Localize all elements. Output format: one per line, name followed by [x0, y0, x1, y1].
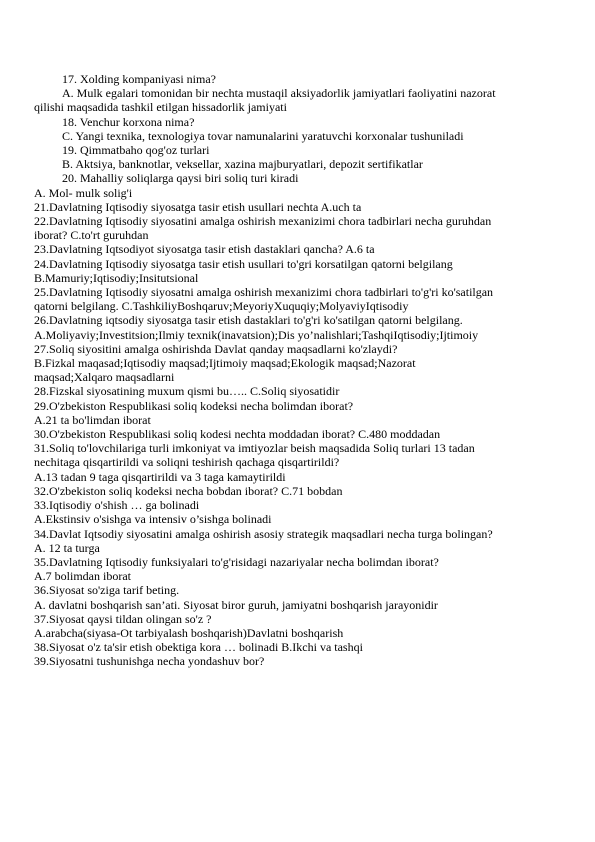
answer-36: A. davlatni boshqarish san’ati. Siyosat biror guruh, jamiyatni boshqarish jarayonidir — [34, 597, 438, 612]
question-25-line-1: 25.Davlatning Iqtisodiy siyosatni amalga oshirish mexanizimi chora tadbirlari to'g'ri ko'satilgan — [34, 285, 494, 300]
question-34: 34.Davlat Iqtsodiy siyosatini amalga oshirish asosiy strategik maqsadlari necha turga bolingan? — [34, 526, 493, 541]
question-18: 18. Venchur korxona nima? — [62, 114, 195, 129]
question-33: 33.Iqtisodiy o'shish … ga bolinadi — [34, 498, 200, 513]
question-23: 23.Davlatning Iqtsodiyot siyosatga tasir etish dastaklari qancha? A.6 ta — [34, 242, 375, 257]
answer-20: A. Mol- mulk solig'i — [34, 185, 133, 200]
answer-29: A.21 ta bo'limdan iborat — [34, 412, 151, 427]
question-35: 35.Davlatning Iqtisodiy funksiyalari to'g'risidagi nazariyalar necha bolimdan iborat? — [34, 554, 439, 569]
question-32: 32.O'zbekiston soliq kodeksi necha bobdan iborat? C.71 bobdan — [34, 483, 343, 498]
answer-33: A.Ekstinsiv o'sishga va intensiv o’sishga bolinadi — [34, 512, 272, 527]
answer-26: A.Moliyaviy;Investitsion;Ilmiy texnik(inavatsion);Dis yo’nalishlari;TashqiIqtisodiy;Ijtimoiy — [34, 327, 479, 342]
answer-24: B.Mamuriy;Iqtisodiy;Insitutsional — [34, 270, 199, 285]
question-31-line-1: 31.Soliq to'lovchilariga turli imkoniyat va imtiyozlar beish maqsadida Soliq turlari 13 tadan — [34, 441, 475, 456]
question-27: 27.Soliq siyositini amalga oshirishda Davlat qanday maqsadlarni ko'zlaydi? — [34, 341, 398, 356]
question-37: 37.Siyosat qaysi tildan olingan so'z ? — [34, 611, 212, 626]
question-25-line-2: qatorni belgilang. C.TashkiliyBoshqaruv;MeyoriyXuquqiy;MolyaviyIqtisodiy — [34, 299, 409, 314]
question-21: 21.Davlatning Iqtisodiy siyosatga tasir etish usullari nechta A.uch ta — [34, 199, 362, 214]
answer-17-line-1: A. Mulk egalari tomonidan bir nechta mustaqil aksiyadorlik jamiyatlari faoliyatini nazorat — [62, 86, 496, 101]
question-20: 20. Mahalliy soliqlarga qaysi biri soliq turi kiradi — [62, 171, 299, 186]
answer-31: A.13 tadan 9 taga qisqartirildi va 3 taga kamaytirildi — [34, 469, 286, 484]
question-26: 26.Davlatning iqtsodiy siyosatga tasir etish dastaklari to'g'ri ko'satilgan qatorni belgilang. — [34, 313, 463, 328]
answer-34: A. 12 ta turga — [34, 540, 100, 555]
question-29: 29.O'zbekiston Respublikasi soliq kodeksi necha bolimdan iborat? — [34, 398, 354, 413]
question-22-line-1: 22.Davlatning Iqtisodiy siyosatini amalga oshirish mexanizimi chora tadbirlari necha guruhdan — [34, 214, 492, 229]
answer-35: A.7 bolimdan iborat — [34, 569, 131, 584]
question-28: 28.Fizskal siyosatining muxum qismi bu….. C.Soliq siyosatidir — [34, 384, 340, 399]
question-38: 38.Siyosat o'z ta'sir etish obektiga kora … bolinadi B.Ikchi va tashqi — [34, 640, 363, 655]
question-30: 30.O'zbekiston Respublikasi soliq kodesi nechta moddadan iborat? C.480 moddadan — [34, 427, 441, 442]
question-17: 17. Xolding kompaniyasi nima? — [62, 72, 216, 86]
answer-27-line-2: maqsad;Xalqaro maqsadlarni — [34, 370, 175, 385]
question-22-line-2: iborat? C.to'rt guruhdan — [34, 228, 149, 243]
question-39: 39.Siyosatni tushunishga necha yondashuv bor? — [34, 654, 265, 669]
question-36: 36.Siyosat so'ziga tarif beting. — [34, 583, 180, 598]
answer-37: A.arabcha(siyasa-Ot tarbiyalash boshqarish)Davlatni boshqarish — [34, 625, 344, 640]
question-24: 24.Davlatning Iqtisodiy siyosatga tasir etish usullari to'gri korsatilgan qatorni belgilang — [34, 256, 453, 271]
question-19: 19. Qimmatbaho qog'oz turlari — [62, 143, 210, 158]
answer-18: C. Yangi texnika, texnologiya tovar namunalarini yaratuvchi korxonalar tushuniladi — [62, 128, 464, 143]
answer-27-line-1: B.Fizkal maqasad;Iqtisodiy maqsad;Ijtimoiy maqsad;Ekologik maqsad;Nazorat — [34, 356, 416, 371]
answer-17-line-2: qilishi maqsadida tashkil etilgan hissadorlik jamiyati — [34, 100, 287, 115]
question-31-line-2: nechitaga qisqartirildi va soliqni teshirish qachaga qisqartirildi? — [34, 455, 340, 470]
answer-19: B. Aktsiya, banknotlar, veksellar, xazina majburyatlari, depozit sertifikatlar — [62, 157, 423, 172]
document-page — [34, 72, 579, 669]
